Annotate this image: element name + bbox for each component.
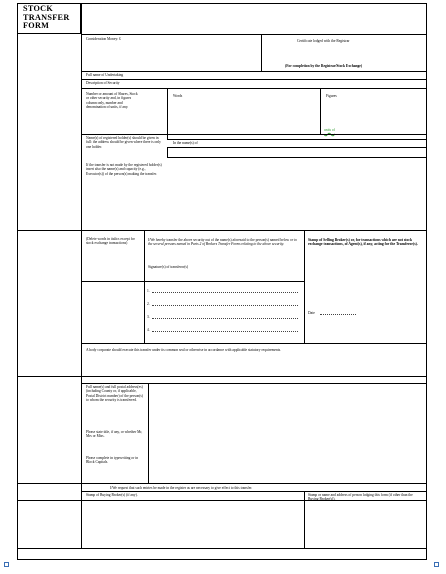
words-label: Words [173, 94, 183, 98]
transferee-input[interactable] [149, 384, 426, 482]
description-security-label: Description of Security [86, 81, 120, 85]
row-divider-vertical [167, 88, 168, 134]
signature-line-2[interactable] [152, 305, 298, 306]
page-corner-marker [434, 562, 439, 567]
signature-line-4[interactable] [152, 331, 298, 332]
title-note: Please state title, if any, or whether Mr, Mrs or Miss. [86, 430, 143, 439]
stamp-buying-broker-label: Stamp of Buying Broker(s) (if any). [86, 493, 138, 497]
transferee-details-label: Full name(s) and full postal address(es) (including County or, if applicable, Postal District number) of the person(s) to whom the security is transferred. [86, 385, 143, 403]
date-field[interactable] [320, 314, 356, 315]
row-divider [81, 79, 427, 80]
row-divider-vertical [320, 88, 321, 134]
delete-words-note: (Delete words in italics except for stock exchange transactions) [86, 237, 135, 246]
form-title-line-1: STOCK [23, 4, 54, 13]
signature-line-4-number: 4. [147, 328, 150, 332]
stamp-lodging-label: Stamp or name and address of person lodging this form (if other than the Buying Broker(s)). [308, 493, 413, 502]
signature-line-3[interactable] [152, 318, 298, 319]
row-divider [167, 147, 427, 148]
request-registration-text: I/We request that such entries be made in the register as are necessary to give effect to this transfer. [110, 486, 253, 490]
signatures-label: Signature(s) of transferor(s) [148, 265, 189, 269]
certificate-lodged-label: Certificate lodged with the Registrar [297, 39, 350, 43]
row-divider [17, 230, 427, 231]
row-divider-vertical [261, 34, 262, 71]
date-label: Date [308, 311, 315, 315]
row-divider [81, 71, 427, 72]
block-capitals-note: Please complete in typewriting or in Block Capitals. [86, 456, 138, 465]
signature-line-1-number: 1. [147, 289, 150, 293]
consideration-money-label: Consideration Money: £ [86, 37, 121, 41]
registered-holder-input[interactable] [168, 158, 426, 228]
figures-label: Figures [326, 94, 337, 98]
row-divider [167, 139, 427, 140]
left-column-divider [81, 3, 82, 548]
row-divider [17, 548, 427, 549]
transfer-statement-italic: or to the several persons named in Parts 2 of Brokers Transfer Forms relating to the above security. [148, 238, 297, 247]
units-of-label [324, 128, 335, 132]
form-title-line-3: FORM [23, 21, 50, 31]
row-divider-vertical [144, 281, 145, 343]
full-name-undertaking-label: Full name of Undertaking [86, 73, 124, 77]
row-divider [81, 343, 427, 344]
row-divider-vertical [304, 230, 305, 343]
transferor-note: If the transfer is not made by the registered holder(s) insert also the name(s) and capacity (e.g., Executor(s)) of the person(s) making the transfer. [86, 163, 162, 176]
signature-line-1[interactable] [152, 292, 298, 293]
in-the-names-of-label: In the name(s) of [173, 141, 198, 145]
row-divider [81, 34, 427, 35]
row-divider [17, 483, 427, 484]
form-title [23, 5, 75, 31]
body-corporate-note: A body corporate should execute this transfer under its common seal or otherwise in accordance with applicable statutory requirements. [86, 348, 282, 352]
page-corner-marker [4, 562, 9, 567]
units-of-text: units of [324, 128, 335, 132]
signature-line-2-number: 2. [147, 302, 150, 306]
stamp-selling-broker-label: Stamp of Selling Broker(s) or, for transactions which are not stock exchange transactions, of Agent(s), if any, acting for the Transferor(s). [308, 238, 418, 247]
row-divider [81, 88, 427, 89]
row-divider [81, 281, 304, 282]
registrar-completion-note: (For completion by the Registrar/Stock Exchange) [285, 64, 363, 68]
registered-holders-note: Name(s) of registered holder(s) should be given in full: the address should be given where there is only one holder. [86, 136, 161, 149]
row-divider [17, 500, 427, 501]
transfer-statement [148, 238, 301, 247]
row-divider-vertical [167, 134, 168, 140]
number-amount-label: Number or amount of Shares, Stock or other security and, in figures column only, number and denomination of units, if any. [86, 92, 138, 110]
signature-line-3-number: 3. [147, 315, 150, 319]
transfer-statement-main: I/We hereby transfer the above security out of the name(s) aforesaid to the person(s) named below [148, 238, 290, 242]
row-divider [81, 491, 427, 492]
row-divider-vertical [167, 147, 168, 157]
row-divider [17, 376, 427, 377]
row-divider [81, 134, 427, 135]
form-title-line-2: TRANSFER [23, 12, 70, 22]
